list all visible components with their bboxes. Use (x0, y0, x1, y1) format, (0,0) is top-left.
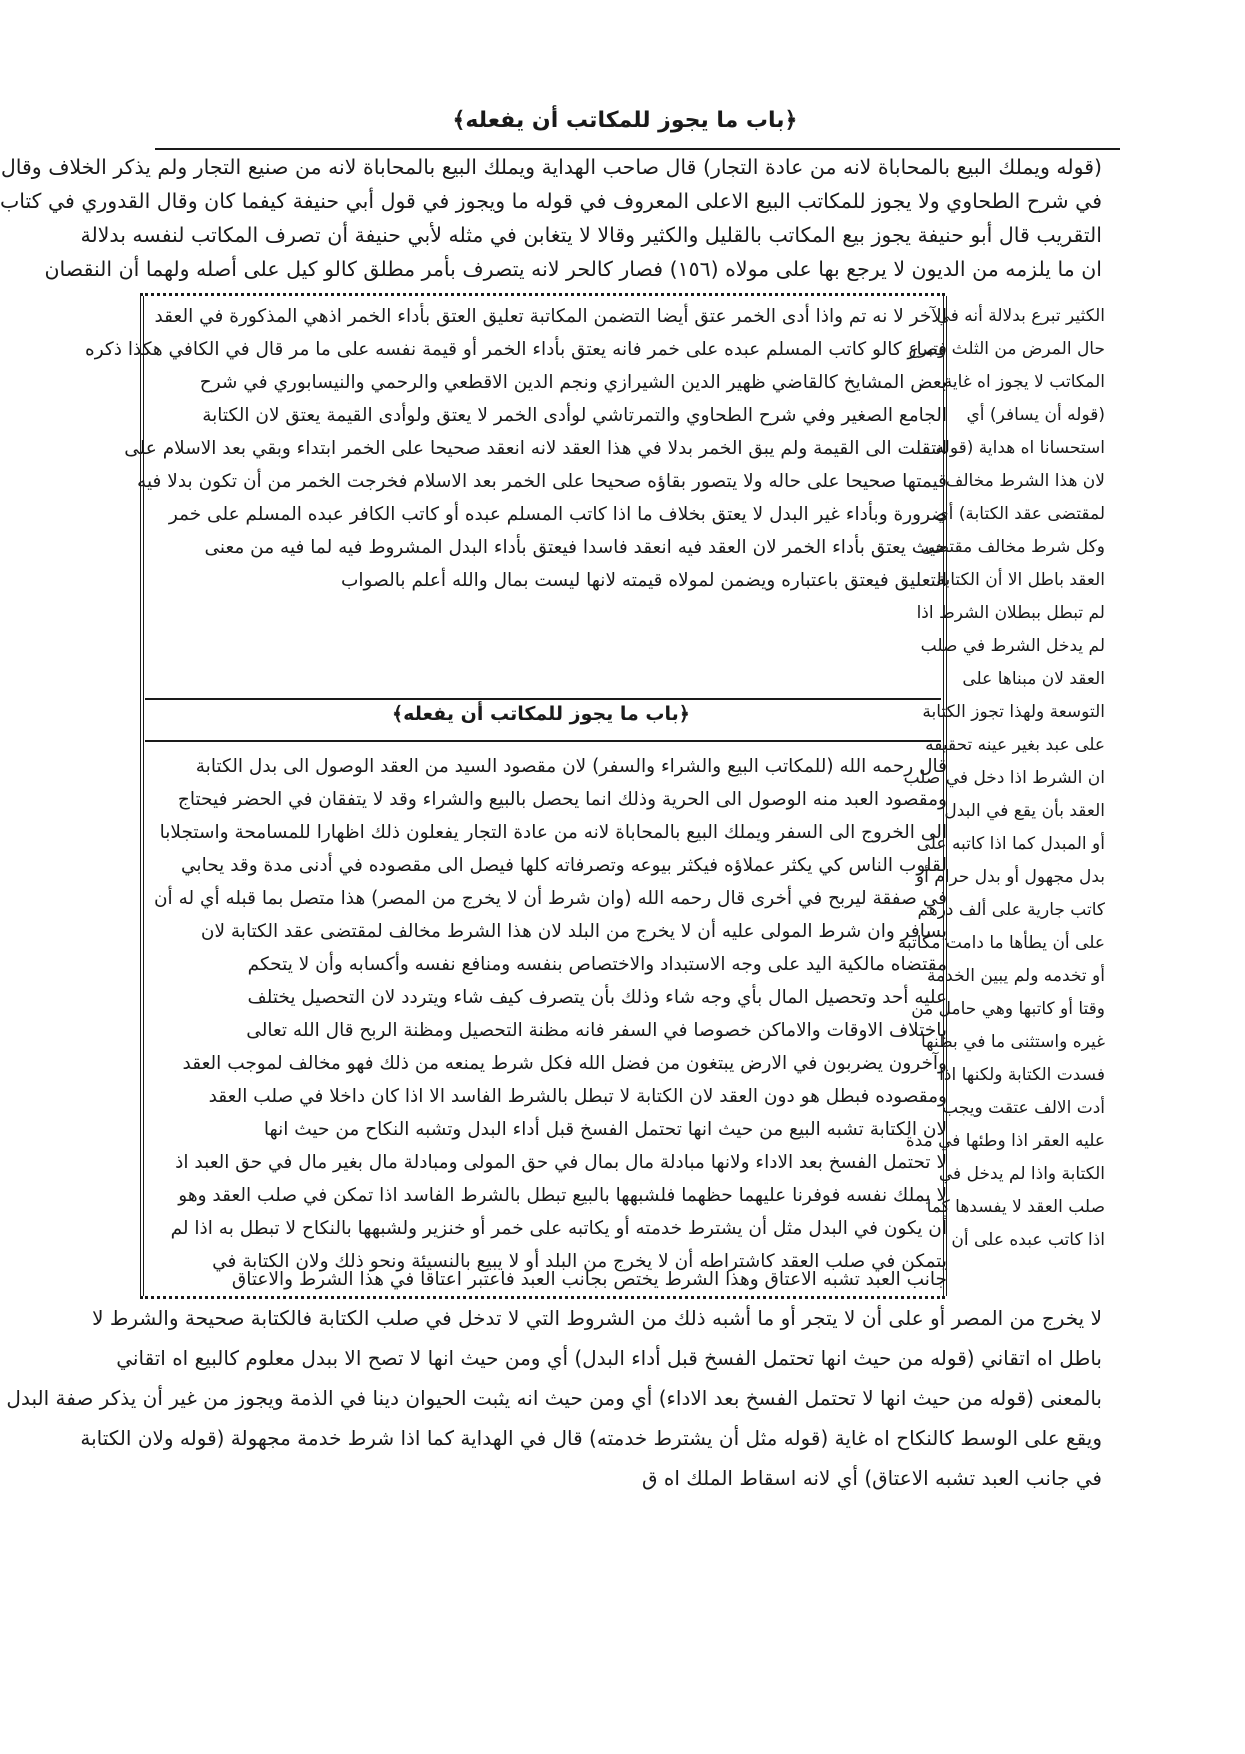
section-line: ومقصوده فبطل هو دون العقد لان الكتابة لا تبطل بالشرط الفاسد الا اذا كان داخلا في صلب العقد (208, 1086, 947, 1107)
side-line: لمقتضى عقد الكتابة) أي (935, 504, 1105, 524)
section-line: أن يكون في البدل مثل أن يشترط خدمته أو يكاتبه على خمر أو خنزير ولشبهها بالنكاح لا تبطل به اذا لم (170, 1218, 947, 1239)
top-line: في شرح الطحاوي ولا يجوز للمكاتب البيع الاعلى المعروف في قوله ما ويجوز في قول أبي حنيفة كيفما كان وقال القدوري في كتاب (0, 189, 1102, 213)
side-line: العقد باطل الا أن الكتابة (936, 570, 1105, 590)
top-line: (قوله ويملك البيع بالمحاباة لانه من عادة التجار) قال صاحب الهداية ويملك البيع بالمحاباة لانه من صنيع التجار ولم يذكر الخلاف وقال (0, 155, 1102, 179)
side-line: استحسانا اه هداية (قوله (935, 438, 1105, 458)
main-line: الجامع الصغير وفي شرح الطحاوي والتمرتاشي لوأدى الخمر لا يعتق ولوأدى القيمة يعتق لان الكتابة (202, 405, 947, 426)
bottom-line: ويقع على الوسط كالنكاح اه غاية (قوله مثل أن يشترط خدمته) قال في الهداية كما اذا شرط خدمة مجهولة (قوله ولان الكتابة (80, 1426, 1102, 1450)
side-line: حال المرض من الثلث وتبرع (908, 339, 1105, 359)
main-line: فصار كالو كاتب المسلم عبده على خمر فانه يعتق بأداء الخمر أو قيمة نفسه على ما مر قال في الكافي هكذا ذكره (85, 339, 947, 360)
side-line: (قوله أن يسافر) أي (966, 405, 1105, 425)
main-line: قيمتها صحيحا على حاله ولا يتصور بقاؤه صحيحا على الخمر بعد الاسلام فخرجت الخمر من أن تكون بدلا فيه (137, 471, 947, 492)
main-line: الآخر لا نه تم واذا أدى الخمر عتق أيضا التضمن المكاتبة تعليق العتق بأداء الخمر اذهي المذكورة في العقد (154, 306, 947, 327)
section-rule-bottom (145, 740, 941, 742)
section-line: يتمكن في صلب العقد كاشتراطه أن لا يخرج من البلد أو لا يبيع بالنسيئة ونحو ذلك ولان الكتابة في (212, 1251, 947, 1272)
side-line: العقد بأن يقع في البدل (944, 801, 1105, 821)
side-line: على أن يطأها ما دامت مكاتبة (897, 933, 1105, 953)
top-rule (155, 148, 1120, 150)
main-line: انتقلت الى القيمة ولم يبق الخمر بدلا في هذا العقد لانه انعقد صحيحا على الخمر ابتداء وبقي بعد الاسلام على (124, 438, 947, 459)
top-line: ان ما يلزمه من الديون لا يرجع بها على مولاه (١٥٦) فصار كالحر لانه يتصرف بأمر مطلق كالو كيل على أصله ولهما أن النقصان (44, 257, 1102, 281)
section-line: لا يملك نفسه فوفرنا عليهما حظهما فلشبهها بالبيع تبطل بالشرط الفاسد اذا تمكن في صلب العقد وهو (178, 1185, 947, 1206)
side-line: بدل مجهول أو بدل حرام أو (915, 867, 1105, 887)
section-line: لا تحتمل الفسخ بعد الاداء ولانها مبادلة مال بمال في حق المولى ومبادلة مال بغير مال في حق العبد اذ (175, 1152, 947, 1173)
box-top-rule (140, 293, 945, 296)
section-line: يسافر وان شرط المولى عليه أن لا يخرج من البلد لان هذا الشرط مخالف لمقتضى عقد الكتابة لان (200, 921, 947, 942)
section-line: باختلاف الاوقات والاماكن خصوصا في السفر فانه مظنة التحصيل ومظنة الربح قال الله تعالى (246, 1020, 947, 1041)
side-line: ان الشرط اذا دخل في صلب (903, 768, 1105, 788)
side-line: لم يدخل الشرط في صلب (920, 636, 1105, 656)
section-line: جانب العبد تشبه الاعتاق وهذا الشرط يختص بجانب العبد فاعتبر اعتاقا في هذا الشرط والاعتاق (231, 1269, 947, 1290)
side-line: التوسعة ولهذا تجوز الكتابة (922, 702, 1105, 722)
main-line: ضرورة وبأداء غير البدل لا يعتق بخلاف ما اذا كاتب المسلم عبده أو كاتب الكافر عبده المسلم على خمر (168, 504, 947, 525)
section-line: لان الكتابة تشبه البيع من حيث انها تحتمل الفسخ قبل أداء البدل وتشبه النكاح من حيث انها (263, 1119, 947, 1140)
side-line: وقتا أو كاتبها وهي حامل من (911, 999, 1105, 1019)
side-line: صلب العقد لا يفسدها كما (926, 1197, 1105, 1217)
bottom-line: في جانب العبد تشبه الاعتاق) أي لانه اسقاط الملك اه ق (642, 1466, 1102, 1490)
side-line: أو تخدمه ولم يبين الخدمة (926, 966, 1105, 986)
top-line: التقريب قال أبو حنيفة يجوز بيع المكاتب بالقليل والكثير وقالا لا يتغابن في مثله لأبي حنيفة أن تصرف المكاتب لنفسه بدلالة (80, 223, 1102, 247)
bottom-line: باطل اه اتقاني (قوله من حيث انها تحتمل الفسخ قبل أداء البدل) أي ومن حيث انها لا تصح الا ببدل معلوم كالبيع اه اتقاني (116, 1346, 1102, 1370)
section-line: ومقصود العبد منه الوصول الى الحرية وذلك انما يحصل بالبيع والشراء وقد لا يتفقان في الحضر فيحتاج (177, 789, 947, 810)
side-line: فسدت الكتابة ولكنها اذا (939, 1065, 1105, 1085)
side-line: غيره واستثنى ما في بطنها (920, 1032, 1105, 1052)
side-line: المكاتب لا يجوز اه غاية (943, 372, 1105, 392)
side-line: اذا كاتب عبده على أن (951, 1230, 1105, 1250)
section-line: عليه أحد وتحصيل المال بأي وجه شاء وذلك بأن يتصرف كيف شاء ويتردد لان التحصيل يختلف (247, 987, 947, 1008)
side-line: لم تبطل ببطلان الشرط اذا (916, 603, 1105, 623)
main-line: بعض المشايخ كالقاضي ظهير الدين الشيرازي ونجم الدين الاقطعي والرحمي والنيسابوري في شرح (199, 372, 947, 393)
box-bottom-rule (140, 1296, 945, 1299)
section-line: وآخرون يضربون في الارض يبتغون من فضل الله فكل شرط يمنعه من ذلك فهو مخالف لموجب العقد (182, 1053, 947, 1074)
main-line: التعليق فيعتق باعتباره ويضمن لمولاه قيمته لانها ليست بمال والله أعلم بالصواب (340, 570, 947, 591)
side-line: على عبد بغير عينه تحقيقه (925, 735, 1105, 755)
section-line: قال رحمه الله (للمكاتب البيع والشراء والسفر) لان مقصود السيد من العقد الوصول الى بدل الكتابة (195, 756, 947, 777)
side-line: الكثير تبرع بدلالة أنه في (936, 306, 1105, 326)
section-heading: ﴿باب ما يجوز للمكاتب أن يفعله﴾ (392, 703, 690, 725)
section-line: الى الخروج الى السفر ويملك البيع بالمحاباة لانه من عادة التجار يفعلون ذلك اظهارا للمسامحة واستجلابا (159, 822, 947, 843)
page-header: ﴿باب ما يجوز للمكاتب أن يفعله﴾ (452, 108, 798, 133)
side-line: لان هذا الشرط مخالف (945, 471, 1105, 491)
section-line: في صفقة ليربح في أخرى قال رحمه الله (وان شرط أن لا يخرج من المصر) هذا متصل بما قبله أي له أن (153, 888, 947, 909)
side-line: كاتب جارية على ألف درهم (917, 900, 1105, 920)
side-line: عليه العقر اذا وطئها في مدة (905, 1131, 1105, 1151)
side-line: أدت الالف عتقت ويجب (942, 1098, 1105, 1118)
section-rule-top (145, 698, 941, 700)
side-line: العقد لان مبناها على (962, 669, 1105, 689)
section-line: لقلوب الناس كي يكثر عملاؤه فيكثر بيوعه وتصرفاته كلها فيصل الى مقصوده في أدنى مدة وقد يحابي (181, 855, 947, 876)
side-line: وكل شرط مخالف مقتضى (920, 537, 1105, 557)
bottom-line: لا يخرج من المصر أو على أن لا يتجر أو ما أشبه ذلك من الشروط التي لا تدخل في صلب الكتابة فالكتابة صحيحة والشرط لا (92, 1306, 1102, 1330)
section-line: مقتضاه مالكية اليد على وجه الاستبداد والاختصاص بنفسه ومنافع نفسه وأكسابه وأن لا يتحكم (247, 954, 947, 975)
side-line: الكتابة واذا لم يدخل في (938, 1164, 1105, 1184)
bottom-line: بالمعنى (قوله من حيث انها لا تحتمل الفسخ بعد الاداء) أي ومن حيث انه يثبت الحيوان دينا في الذمة ويجوز من غير أن يذكر صفة البدل (6, 1386, 1102, 1410)
main-line: حيث يعتق بأداء الخمر لان العقد فيه انعقد فاسدا فيعتق بأداء البدل المشروط فيه لما فيه من معنى (204, 537, 947, 558)
side-line: أو المبدل كما اذا كاتبه على (916, 834, 1105, 854)
